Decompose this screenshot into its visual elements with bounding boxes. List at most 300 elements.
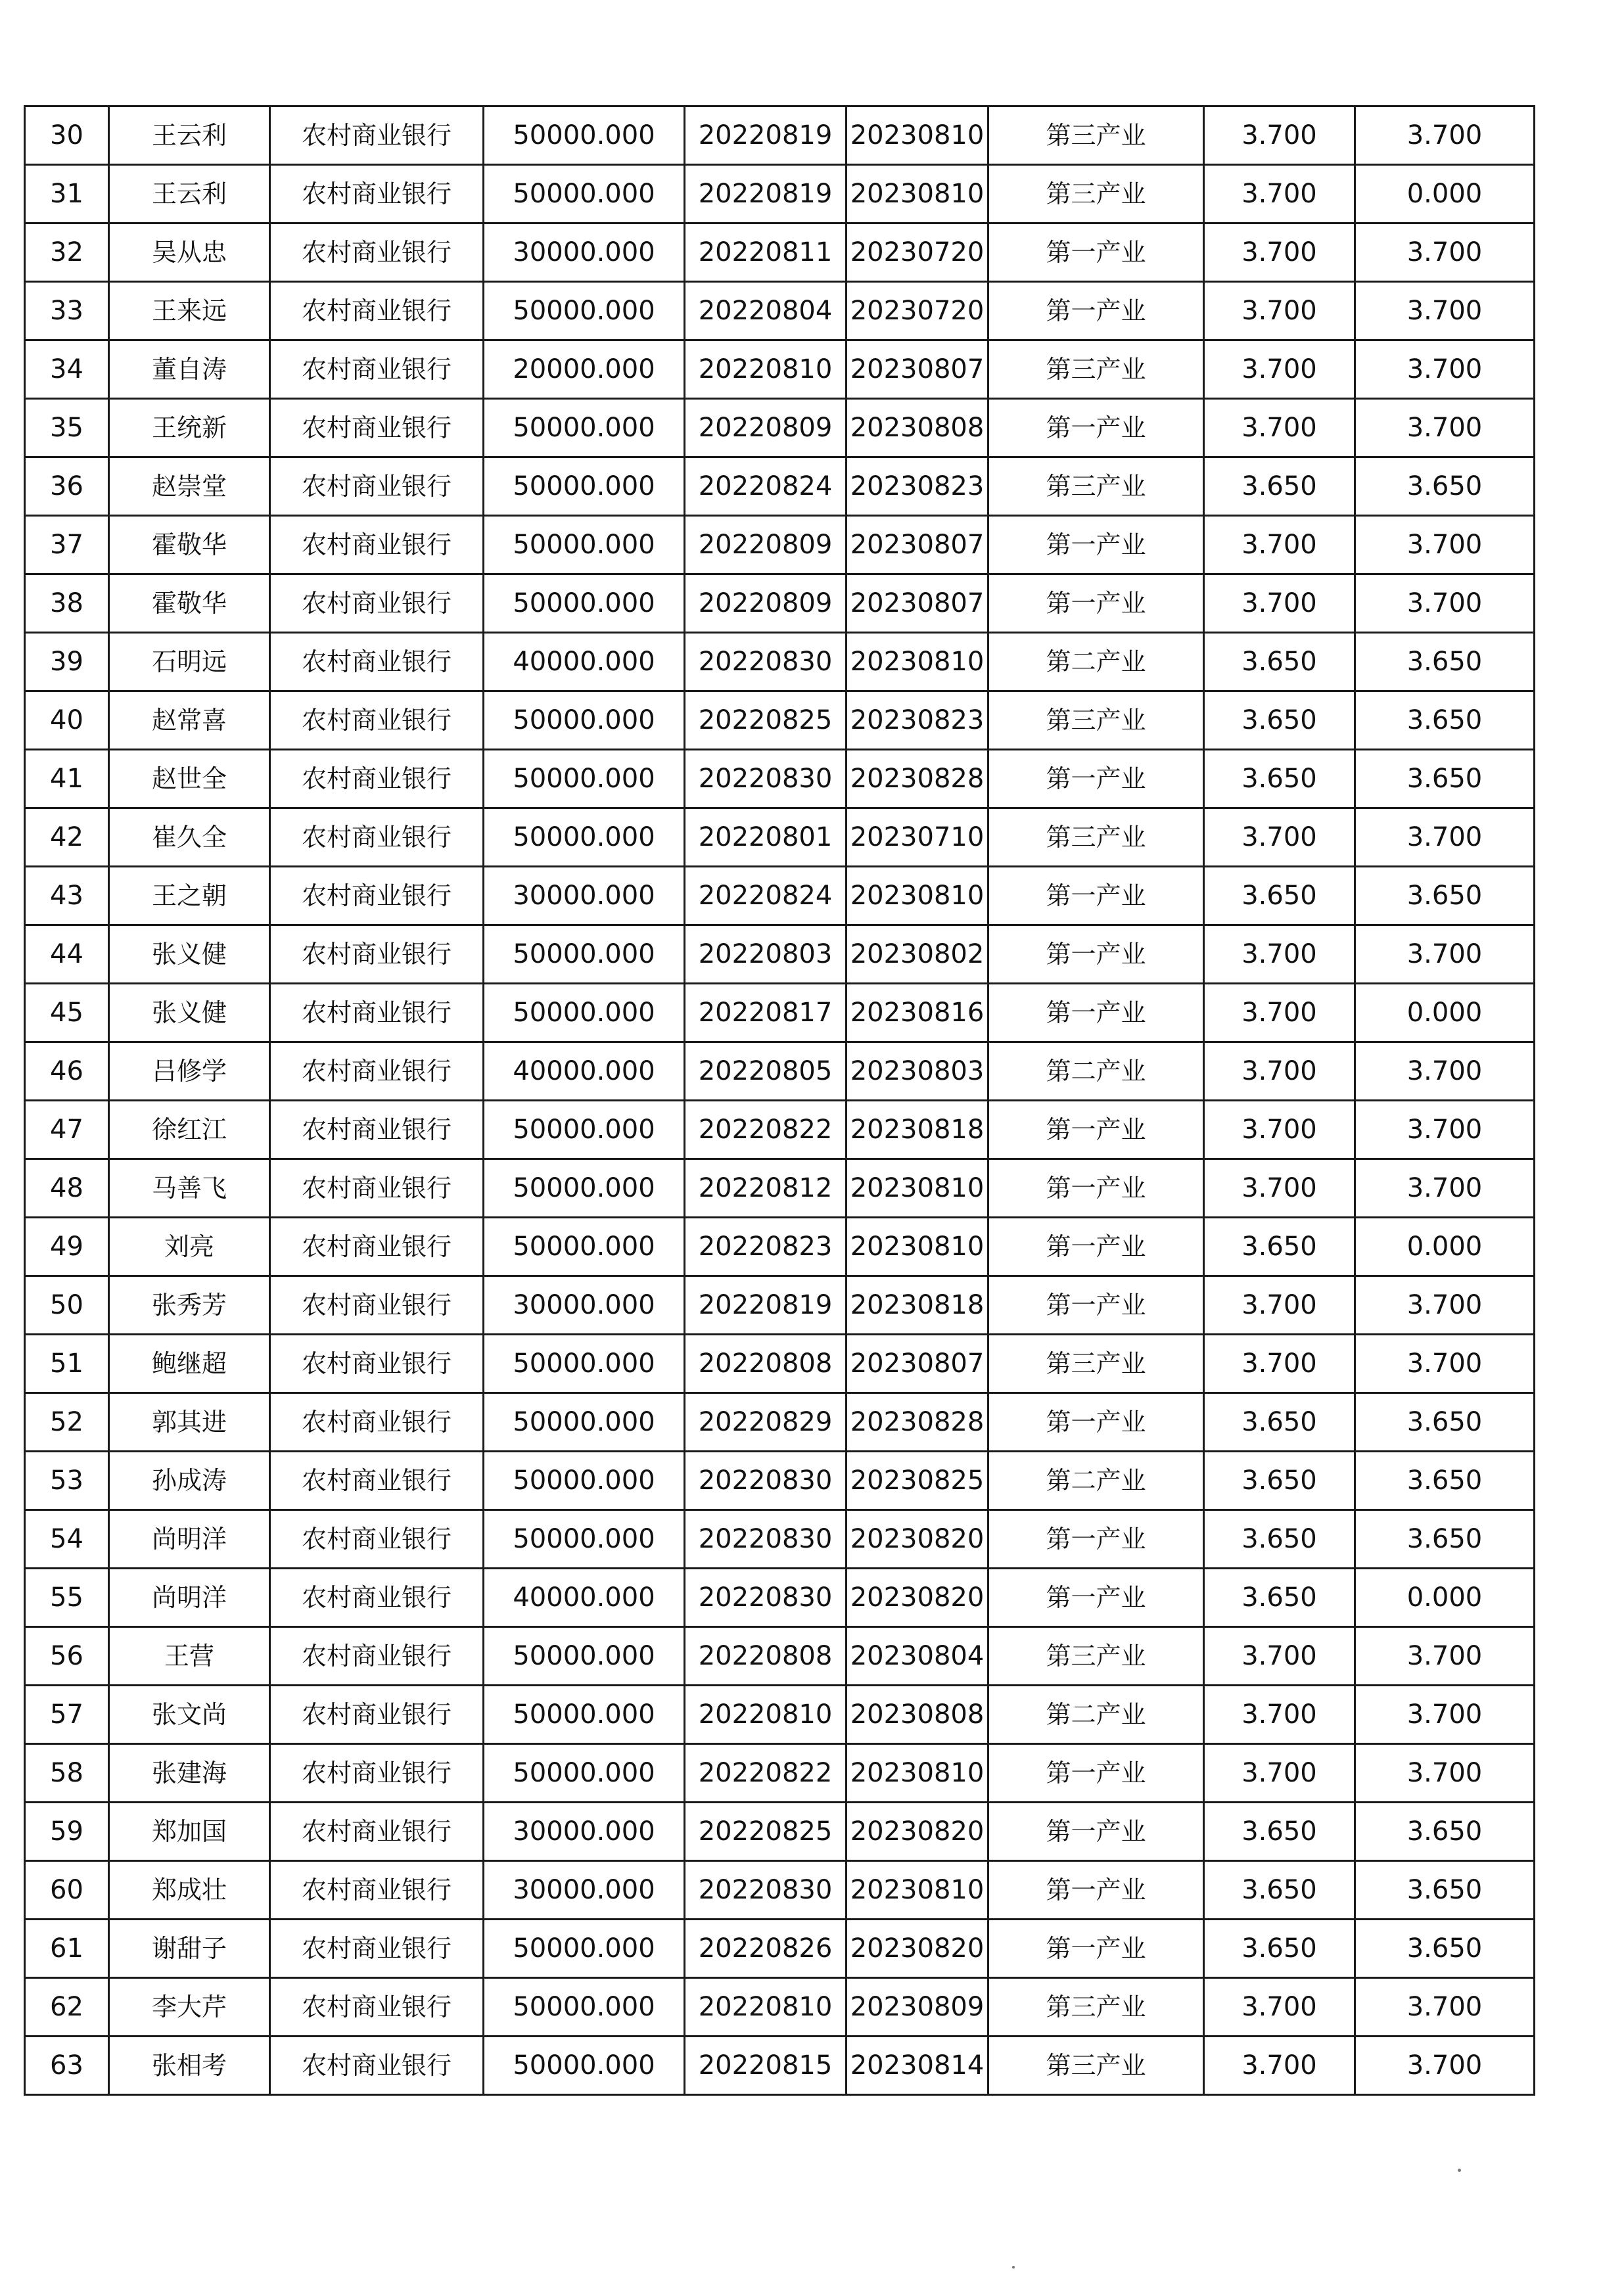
industry-cell: 第一产业	[988, 1569, 1204, 1627]
industry-cell: 第一产业	[988, 1920, 1204, 1978]
start-date-cell: 20220825	[685, 691, 847, 750]
industry-cell: 第三产业	[988, 165, 1204, 223]
end-date-cell: 20230828	[847, 750, 988, 808]
rate-b-cell: 3.650	[1355, 1920, 1535, 1978]
borrower-name-cell: 李大芹	[109, 1978, 270, 2037]
rate-a-cell: 3.700	[1204, 1686, 1355, 1744]
rate-a-cell: 3.700	[1204, 165, 1355, 223]
scan-speck	[1012, 2266, 1015, 2269]
industry-cell: 第二产业	[988, 1452, 1204, 1510]
bank-name-cell: 农村商业银行	[270, 165, 484, 223]
row-number-cell: 39	[25, 633, 109, 691]
rate-a-cell: 3.700	[1204, 1744, 1355, 1803]
row-number-cell: 49	[25, 1218, 109, 1276]
loan-amount-cell: 30000.000	[484, 1276, 685, 1335]
end-date-cell: 20230720	[847, 282, 988, 340]
start-date-cell: 20220817	[685, 984, 847, 1042]
bank-name-cell: 农村商业银行	[270, 925, 484, 984]
rate-b-cell: 3.650	[1355, 457, 1535, 516]
industry-cell: 第二产业	[988, 633, 1204, 691]
bank-name-cell: 农村商业银行	[270, 808, 484, 867]
start-date-cell: 20220803	[685, 925, 847, 984]
table-row	[25, 282, 1535, 340]
row-number-cell: 31	[25, 165, 109, 223]
rate-b-cell: 3.700	[1355, 1276, 1535, 1335]
bank-name-cell: 农村商业银行	[270, 1276, 484, 1335]
rate-a-cell: 3.700	[1204, 808, 1355, 867]
loan-amount-cell: 30000.000	[484, 1803, 685, 1861]
loan-amount-cell: 50000.000	[484, 399, 685, 457]
loan-amount-cell: 50000.000	[484, 1744, 685, 1803]
row-number-cell: 48	[25, 1159, 109, 1218]
borrower-name-cell: 霍敬华	[109, 574, 270, 633]
industry-cell: 第一产业	[988, 925, 1204, 984]
rate-b-cell: 3.650	[1355, 1861, 1535, 1920]
bank-name-cell: 农村商业银行	[270, 1393, 484, 1452]
end-date-cell: 20230720	[847, 223, 988, 282]
table-row	[25, 574, 1535, 633]
rate-a-cell: 3.650	[1204, 633, 1355, 691]
rate-a-cell: 3.700	[1204, 1042, 1355, 1101]
start-date-cell: 20220811	[685, 223, 847, 282]
start-date-cell: 20220830	[685, 633, 847, 691]
table-row	[25, 223, 1535, 282]
loan-amount-cell: 50000.000	[484, 1920, 685, 1978]
loan-amount-cell: 50000.000	[484, 457, 685, 516]
row-number-cell: 59	[25, 1803, 109, 1861]
end-date-cell: 20230818	[847, 1101, 988, 1159]
end-date-cell: 20230810	[847, 867, 988, 925]
borrower-name-cell: 孙成涛	[109, 1452, 270, 1510]
end-date-cell: 20230808	[847, 1686, 988, 1744]
row-number-cell: 37	[25, 516, 109, 574]
start-date-cell: 20220810	[685, 1686, 847, 1744]
rate-b-cell: 3.700	[1355, 1335, 1535, 1393]
industry-cell: 第一产业	[988, 1159, 1204, 1218]
row-number-cell: 63	[25, 2037, 109, 2095]
rate-b-cell: 3.650	[1355, 691, 1535, 750]
rate-b-cell: 3.650	[1355, 1452, 1535, 1510]
table-row	[25, 1686, 1535, 1744]
bank-name-cell: 农村商业银行	[270, 1452, 484, 1510]
rate-a-cell: 3.700	[1204, 1159, 1355, 1218]
table-row	[25, 925, 1535, 984]
row-number-cell: 61	[25, 1920, 109, 1978]
rate-b-cell: 3.650	[1355, 867, 1535, 925]
row-number-cell: 52	[25, 1393, 109, 1452]
end-date-cell: 20230820	[847, 1920, 988, 1978]
borrower-name-cell: 王之朝	[109, 867, 270, 925]
bank-name-cell: 农村商业银行	[270, 340, 484, 399]
industry-cell: 第一产业	[988, 984, 1204, 1042]
bank-name-cell: 农村商业银行	[270, 1159, 484, 1218]
start-date-cell: 20220808	[685, 1627, 847, 1686]
bank-name-cell: 农村商业银行	[270, 1803, 484, 1861]
borrower-name-cell: 石明远	[109, 633, 270, 691]
end-date-cell: 20230804	[847, 1627, 988, 1686]
end-date-cell: 20230823	[847, 457, 988, 516]
loan-amount-cell: 50000.000	[484, 1159, 685, 1218]
bank-name-cell: 农村商业银行	[270, 984, 484, 1042]
rate-a-cell: 3.700	[1204, 282, 1355, 340]
bank-name-cell: 农村商业银行	[270, 1569, 484, 1627]
rate-b-cell: 3.700	[1355, 2037, 1535, 2095]
table-row	[25, 691, 1535, 750]
row-number-cell: 58	[25, 1744, 109, 1803]
rate-a-cell: 3.700	[1204, 340, 1355, 399]
industry-cell: 第一产业	[988, 1744, 1204, 1803]
loan-amount-cell: 30000.000	[484, 867, 685, 925]
start-date-cell: 20220805	[685, 1042, 847, 1101]
bank-name-cell: 农村商业银行	[270, 1861, 484, 1920]
row-number-cell: 30	[25, 106, 109, 165]
industry-cell: 第一产业	[988, 1803, 1204, 1861]
industry-cell: 第三产业	[988, 106, 1204, 165]
rate-b-cell: 3.700	[1355, 1042, 1535, 1101]
row-number-cell: 57	[25, 1686, 109, 1744]
table-row	[25, 1393, 1535, 1452]
loan-amount-cell: 50000.000	[484, 1393, 685, 1452]
start-date-cell: 20220815	[685, 2037, 847, 2095]
rate-b-cell: 3.700	[1355, 1744, 1535, 1803]
industry-cell: 第一产业	[988, 867, 1204, 925]
industry-cell: 第一产业	[988, 399, 1204, 457]
rate-b-cell: 3.700	[1355, 925, 1535, 984]
table-row	[25, 633, 1535, 691]
industry-cell: 第一产业	[988, 516, 1204, 574]
borrower-name-cell: 张义健	[109, 984, 270, 1042]
end-date-cell: 20230810	[847, 1159, 988, 1218]
loan-amount-cell: 50000.000	[484, 165, 685, 223]
loan-amount-cell: 50000.000	[484, 1686, 685, 1744]
end-date-cell: 20230818	[847, 1276, 988, 1335]
bank-name-cell: 农村商业银行	[270, 1101, 484, 1159]
start-date-cell: 20220830	[685, 1861, 847, 1920]
row-number-cell: 62	[25, 1978, 109, 2037]
start-date-cell: 20220804	[685, 282, 847, 340]
start-date-cell: 20220809	[685, 399, 847, 457]
industry-cell: 第二产业	[988, 1686, 1204, 1744]
bank-name-cell: 农村商业银行	[270, 282, 484, 340]
borrower-name-cell: 王云利	[109, 106, 270, 165]
industry-cell: 第三产业	[988, 808, 1204, 867]
borrower-name-cell: 郑成壮	[109, 1861, 270, 1920]
rate-b-cell: 3.650	[1355, 633, 1535, 691]
start-date-cell: 20220819	[685, 106, 847, 165]
bank-name-cell: 农村商业银行	[270, 1218, 484, 1276]
start-date-cell: 20220808	[685, 1335, 847, 1393]
borrower-name-cell: 张秀芳	[109, 1276, 270, 1335]
start-date-cell: 20220824	[685, 867, 847, 925]
bank-name-cell: 农村商业银行	[270, 106, 484, 165]
industry-cell: 第一产业	[988, 1861, 1204, 1920]
rate-a-cell: 3.700	[1204, 1101, 1355, 1159]
loan-amount-cell: 50000.000	[484, 691, 685, 750]
rate-a-cell: 3.650	[1204, 1393, 1355, 1452]
bank-name-cell: 农村商业银行	[270, 633, 484, 691]
rate-a-cell: 3.700	[1204, 984, 1355, 1042]
bank-name-cell: 农村商业银行	[270, 2037, 484, 2095]
loan-amount-cell: 50000.000	[484, 984, 685, 1042]
start-date-cell: 20220824	[685, 457, 847, 516]
borrower-name-cell: 王来远	[109, 282, 270, 340]
end-date-cell: 20230807	[847, 574, 988, 633]
row-number-cell: 42	[25, 808, 109, 867]
end-date-cell: 20230710	[847, 808, 988, 867]
borrower-name-cell: 王营	[109, 1627, 270, 1686]
rate-b-cell: 3.700	[1355, 340, 1535, 399]
end-date-cell: 20230810	[847, 1861, 988, 1920]
rate-a-cell: 3.700	[1204, 223, 1355, 282]
loan-amount-cell: 30000.000	[484, 1861, 685, 1920]
bank-name-cell: 农村商业银行	[270, 691, 484, 750]
row-number-cell: 60	[25, 1861, 109, 1920]
loan-amount-cell: 50000.000	[484, 574, 685, 633]
rate-a-cell: 3.650	[1204, 1920, 1355, 1978]
rate-a-cell: 3.650	[1204, 1218, 1355, 1276]
bank-name-cell: 农村商业银行	[270, 223, 484, 282]
table-row	[25, 1861, 1535, 1920]
loan-amount-cell: 50000.000	[484, 1218, 685, 1276]
industry-cell: 第一产业	[988, 574, 1204, 633]
table-row	[25, 457, 1535, 516]
rate-b-cell: 0.000	[1355, 984, 1535, 1042]
rate-a-cell: 3.700	[1204, 516, 1355, 574]
rate-b-cell: 3.700	[1355, 282, 1535, 340]
row-number-cell: 33	[25, 282, 109, 340]
start-date-cell: 20220830	[685, 1452, 847, 1510]
start-date-cell: 20220823	[685, 1218, 847, 1276]
table-row	[25, 1159, 1535, 1218]
borrower-name-cell: 赵崇堂	[109, 457, 270, 516]
start-date-cell: 20220830	[685, 1569, 847, 1627]
industry-cell: 第一产业	[988, 223, 1204, 282]
rate-a-cell: 3.700	[1204, 106, 1355, 165]
rate-b-cell: 3.700	[1355, 574, 1535, 633]
end-date-cell: 20230820	[847, 1569, 988, 1627]
row-number-cell: 46	[25, 1042, 109, 1101]
table-row	[25, 1978, 1535, 2037]
start-date-cell: 20220830	[685, 750, 847, 808]
loan-amount-cell: 40000.000	[484, 633, 685, 691]
borrower-name-cell: 郭其进	[109, 1393, 270, 1452]
start-date-cell: 20220822	[685, 1101, 847, 1159]
rate-a-cell: 3.700	[1204, 574, 1355, 633]
end-date-cell: 20230810	[847, 1744, 988, 1803]
rate-a-cell: 3.650	[1204, 867, 1355, 925]
table-row	[25, 984, 1535, 1042]
borrower-name-cell: 王统新	[109, 399, 270, 457]
loan-amount-cell: 50000.000	[484, 2037, 685, 2095]
end-date-cell: 20230807	[847, 516, 988, 574]
table-row	[25, 165, 1535, 223]
borrower-name-cell: 赵常喜	[109, 691, 270, 750]
row-number-cell: 38	[25, 574, 109, 633]
industry-cell: 第三产业	[988, 1627, 1204, 1686]
table-row	[25, 2037, 1535, 2095]
rate-b-cell: 3.700	[1355, 1686, 1535, 1744]
bank-name-cell: 农村商业银行	[270, 1978, 484, 2037]
end-date-cell: 20230808	[847, 399, 988, 457]
rate-a-cell: 3.700	[1204, 1276, 1355, 1335]
end-date-cell: 20230823	[847, 691, 988, 750]
row-number-cell: 51	[25, 1335, 109, 1393]
industry-cell: 第一产业	[988, 1101, 1204, 1159]
start-date-cell: 20220801	[685, 808, 847, 867]
rate-a-cell: 3.700	[1204, 1627, 1355, 1686]
industry-cell: 第一产业	[988, 1276, 1204, 1335]
end-date-cell: 20230807	[847, 1335, 988, 1393]
end-date-cell: 20230816	[847, 984, 988, 1042]
start-date-cell: 20220829	[685, 1393, 847, 1452]
row-number-cell: 43	[25, 867, 109, 925]
borrower-name-cell: 张义健	[109, 925, 270, 984]
bank-name-cell: 农村商业银行	[270, 574, 484, 633]
industry-cell: 第一产业	[988, 1393, 1204, 1452]
loan-amount-cell: 50000.000	[484, 925, 685, 984]
bank-name-cell: 农村商业银行	[270, 516, 484, 574]
rate-a-cell: 3.700	[1204, 1978, 1355, 2037]
rate-a-cell: 3.650	[1204, 1510, 1355, 1569]
table-row	[25, 808, 1535, 867]
end-date-cell: 20230802	[847, 925, 988, 984]
table-row	[25, 1276, 1535, 1335]
table-row	[25, 1920, 1535, 1978]
table-row	[25, 1744, 1535, 1803]
row-number-cell: 41	[25, 750, 109, 808]
row-number-cell: 47	[25, 1101, 109, 1159]
table-row	[25, 1627, 1535, 1686]
row-number-cell: 32	[25, 223, 109, 282]
bank-name-cell: 农村商业银行	[270, 457, 484, 516]
bank-name-cell: 农村商业银行	[270, 1510, 484, 1569]
loan-amount-cell: 50000.000	[484, 1335, 685, 1393]
borrower-name-cell: 郑加国	[109, 1803, 270, 1861]
table-row	[25, 106, 1535, 165]
rate-a-cell: 3.700	[1204, 1335, 1355, 1393]
table-row	[25, 340, 1535, 399]
row-number-cell: 35	[25, 399, 109, 457]
borrower-name-cell: 张建海	[109, 1744, 270, 1803]
borrower-name-cell: 霍敬华	[109, 516, 270, 574]
start-date-cell: 20220812	[685, 1159, 847, 1218]
table-row	[25, 1510, 1535, 1569]
rate-b-cell: 3.700	[1355, 1627, 1535, 1686]
row-number-cell: 36	[25, 457, 109, 516]
loan-amount-cell: 50000.000	[484, 1510, 685, 1569]
table-row	[25, 1101, 1535, 1159]
start-date-cell: 20220822	[685, 1744, 847, 1803]
row-number-cell: 34	[25, 340, 109, 399]
row-number-cell: 54	[25, 1510, 109, 1569]
row-number-cell: 44	[25, 925, 109, 984]
industry-cell: 第一产业	[988, 282, 1204, 340]
rate-b-cell: 0.000	[1355, 1218, 1535, 1276]
industry-cell: 第一产业	[988, 1510, 1204, 1569]
borrower-name-cell: 谢甜子	[109, 1920, 270, 1978]
loan-amount-cell: 50000.000	[484, 1978, 685, 2037]
table-row	[25, 1218, 1535, 1276]
borrower-name-cell: 吴从忠	[109, 223, 270, 282]
start-date-cell: 20220825	[685, 1803, 847, 1861]
borrower-name-cell: 尚明洋	[109, 1569, 270, 1627]
loan-amount-cell: 50000.000	[484, 282, 685, 340]
borrower-name-cell: 马善飞	[109, 1159, 270, 1218]
industry-cell: 第三产业	[988, 457, 1204, 516]
loan-amount-cell: 20000.000	[484, 340, 685, 399]
borrower-name-cell: 张相考	[109, 2037, 270, 2095]
end-date-cell: 20230828	[847, 1393, 988, 1452]
rate-a-cell: 3.700	[1204, 925, 1355, 984]
table-row	[25, 1803, 1535, 1861]
rate-b-cell: 3.700	[1355, 1159, 1535, 1218]
loan-amount-cell: 50000.000	[484, 808, 685, 867]
industry-cell: 第二产业	[988, 1042, 1204, 1101]
bank-name-cell: 农村商业银行	[270, 1627, 484, 1686]
rate-b-cell: 3.700	[1355, 516, 1535, 574]
table-body	[25, 106, 1535, 2095]
borrower-name-cell: 刘亮	[109, 1218, 270, 1276]
loan-amount-cell: 50000.000	[484, 1452, 685, 1510]
table-row	[25, 1452, 1535, 1510]
rate-a-cell: 3.700	[1204, 2037, 1355, 2095]
start-date-cell: 20220826	[685, 1920, 847, 1978]
table-row	[25, 516, 1535, 574]
bank-name-cell: 农村商业银行	[270, 399, 484, 457]
start-date-cell: 20220819	[685, 165, 847, 223]
loan-amount-cell: 50000.000	[484, 516, 685, 574]
borrower-name-cell: 董自涛	[109, 340, 270, 399]
borrower-name-cell: 尚明洋	[109, 1510, 270, 1569]
loan-amount-cell: 30000.000	[484, 223, 685, 282]
industry-cell: 第三产业	[988, 691, 1204, 750]
bank-name-cell: 农村商业银行	[270, 1920, 484, 1978]
start-date-cell: 20220810	[685, 340, 847, 399]
bank-name-cell: 农村商业银行	[270, 1744, 484, 1803]
table-row	[25, 1042, 1535, 1101]
end-date-cell: 20230809	[847, 1978, 988, 2037]
start-date-cell: 20220810	[685, 1978, 847, 2037]
bank-name-cell: 农村商业银行	[270, 867, 484, 925]
borrower-name-cell: 王云利	[109, 165, 270, 223]
end-date-cell: 20230825	[847, 1452, 988, 1510]
rate-b-cell: 3.700	[1355, 106, 1535, 165]
borrower-name-cell: 吕修学	[109, 1042, 270, 1101]
end-date-cell: 20230807	[847, 340, 988, 399]
end-date-cell: 20230810	[847, 1218, 988, 1276]
row-number-cell: 53	[25, 1452, 109, 1510]
table-row	[25, 1335, 1535, 1393]
loan-amount-cell: 40000.000	[484, 1042, 685, 1101]
rate-b-cell: 3.650	[1355, 1510, 1535, 1569]
end-date-cell: 20230820	[847, 1803, 988, 1861]
row-number-cell: 50	[25, 1276, 109, 1335]
loan-amount-cell: 40000.000	[484, 1569, 685, 1627]
rate-a-cell: 3.650	[1204, 1569, 1355, 1627]
start-date-cell: 20220809	[685, 574, 847, 633]
industry-cell: 第一产业	[988, 1218, 1204, 1276]
row-number-cell: 56	[25, 1627, 109, 1686]
end-date-cell: 20230810	[847, 165, 988, 223]
row-number-cell: 45	[25, 984, 109, 1042]
rate-a-cell: 3.650	[1204, 1452, 1355, 1510]
loan-amount-cell: 50000.000	[484, 106, 685, 165]
rate-b-cell: 3.650	[1355, 1393, 1535, 1452]
rate-b-cell: 3.700	[1355, 399, 1535, 457]
end-date-cell: 20230820	[847, 1510, 988, 1569]
rate-a-cell: 3.650	[1204, 691, 1355, 750]
start-date-cell: 20220819	[685, 1276, 847, 1335]
